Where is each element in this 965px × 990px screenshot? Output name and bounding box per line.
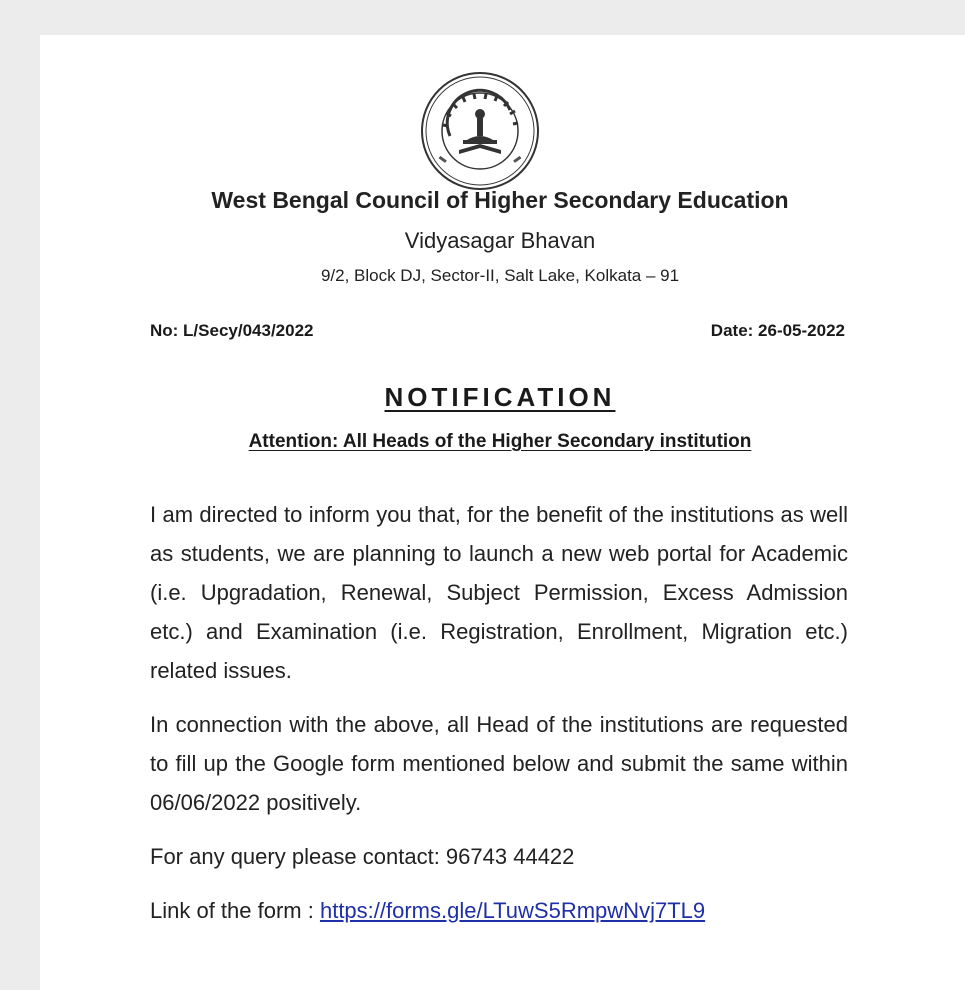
attention-line: Attention: All Heads of the Higher Secondary institution	[248, 431, 752, 452]
building-name: Vidyasagar Bhavan	[404, 228, 596, 253]
contact-line: For any query please contact: 96743 44422	[150, 844, 575, 869]
reference-number: No: L/Secy/043/2022	[150, 321, 314, 340]
form-link-line	[150, 898, 705, 924]
organization-name: West Bengal Council of Higher Secondary Education	[211, 187, 789, 213]
body-paragraph-2: In connection with the above, all Head of the institutions are requested to fill up the Google form mentioned below and submit the same within 06/06/2022 positively.	[150, 712, 848, 815]
document-page	[40, 35, 965, 990]
notification-title: NOTIFICATION	[384, 382, 616, 412]
form-link-label: Link of the form :	[150, 898, 320, 923]
council-seal-logo	[419, 70, 541, 192]
notice-date: Date: 26-05-2022	[710, 321, 845, 340]
body-paragraph-1: I am directed to inform you that, for the benefit of the institutions as well as students, we are planning to launch a new web portal for Academic (i.e. Upgradation, Renewal, Subject Permission, Excess Admission etc.) and Examination (i.e. Registration, Enrollment, Migration etc.) related issues.	[150, 502, 848, 683]
google-form-link[interactable]: https://forms.gle/LTuwS5RmpwNvj7TL9	[319, 898, 706, 923]
address: 9/2, Block DJ, Sector-II, Salt Lake, Kolkata – 91	[320, 266, 680, 285]
